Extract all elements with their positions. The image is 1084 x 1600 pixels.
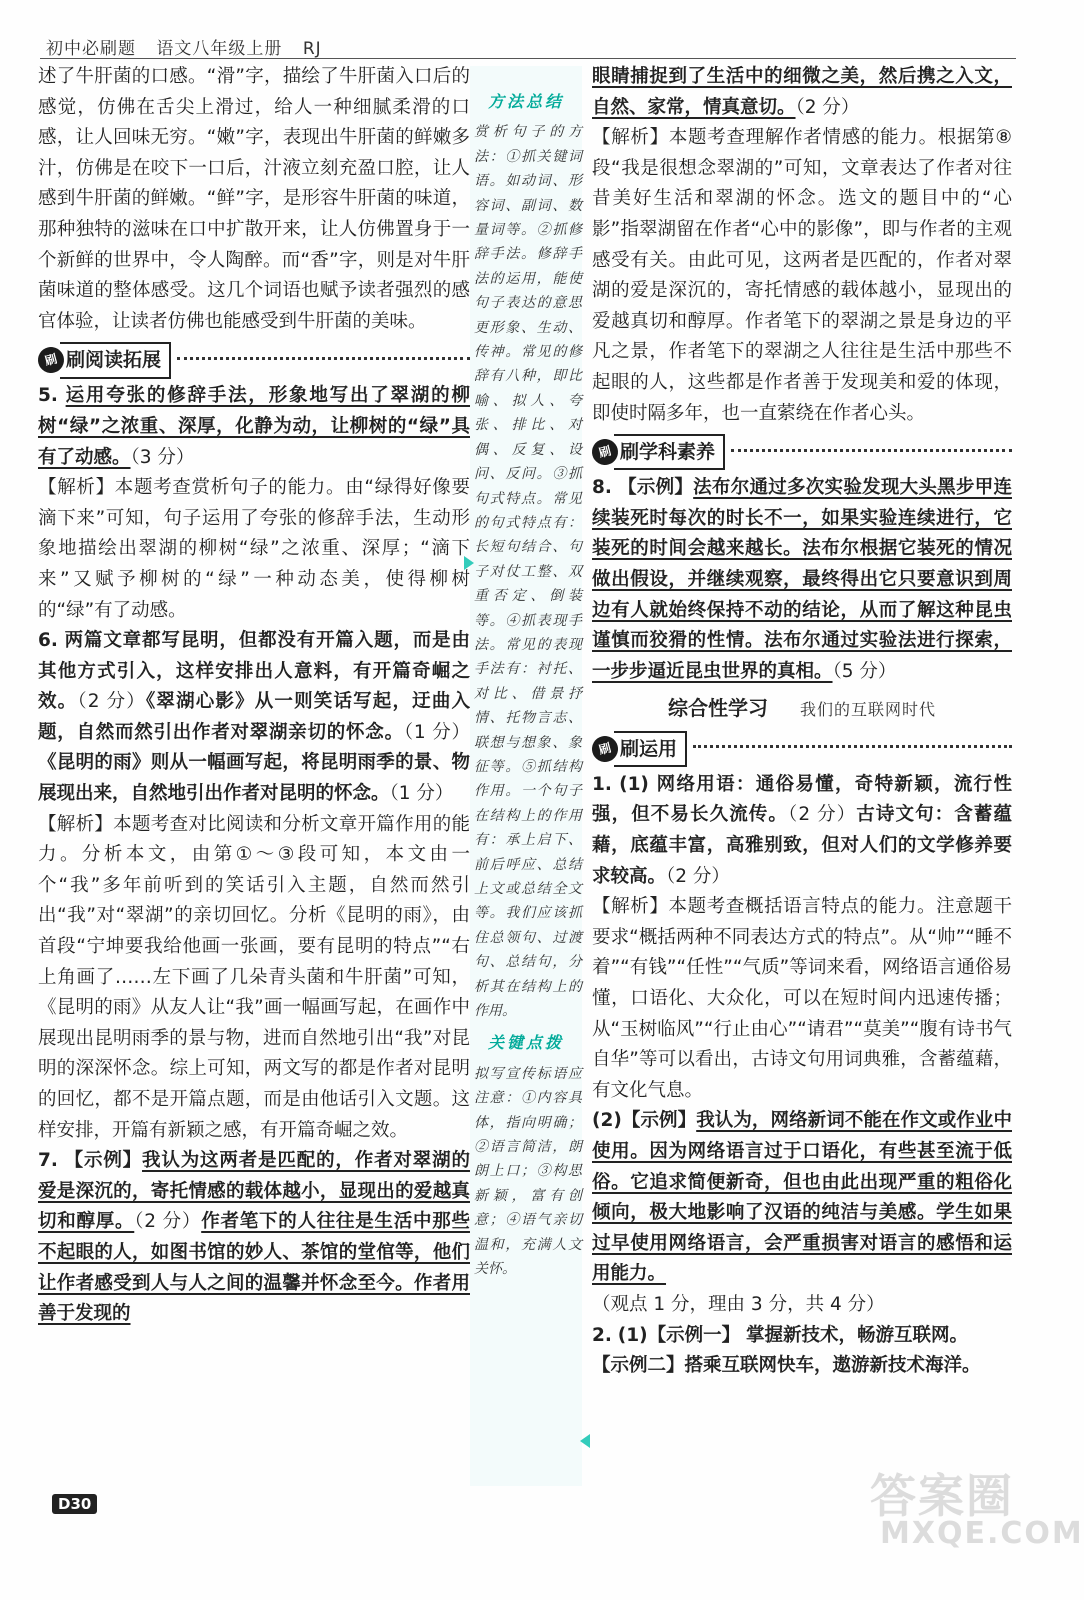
q4-analysis-tail: 述了牛肝菌的口感。“滑”字，描绘了牛肝菌入口后的感觉，仿佛在舌尖上滑过，给人一种细腻柔滑的口感，让人回味无穷。“嫩”字，表现出牛肝菌的鲜嫩多汁，仿佛是在咬下一口后，汁液立刻充盈口腔，让人感到牛肝菌的鲜嫩。“鲜”字，是形容牛肝菌的味道，那种独特的滋味在口中扩散开来，让人仿佛置身于一个新鲜的世界中，令人陶醉。而“香”字，则是对牛肝菌味道的整体感受。这几个词语也赋予读者强烈的感官体验，让读者仿佛也能感受到牛肝菌的美味。 [38,66,470,332]
q7-answer-b: 作者笔下的人往往是生活中那些不起眼的人，如图书馆的妙人、茶馆的堂倌等，他们让作者感受到人与人之间的温馨并怀念至今。作者用善于发现的 [38,1211,470,1325]
left-column [38,62,470,1330]
key-tip-title: 关键点拨 [488,1033,565,1053]
method-summary-body: 赏析句子的方法：①抓关键词语。如动词、形容词、副词、数量词等。②抓修辞手法。修辞手法的运用，能使句子表达的意思更形象、生动、传神。常见的修辞有八种，即比喻、拟人、夸张、排比、对偶、反复、设问、反问。③抓句式特点。常见的句式特点有：长短句结合、句子对仗工整、双重否定、倒装等。④抓表现手法。常见的表现手法有：衬托、对比、借景抒情、托物言志、联想与想象、象征等。⑤抓结构作用。一个句子在结构上的作用有：承上启下、前后呼应、总结上文或总结全文等。我们应该抓住总领句、过渡句、总结句，分析其在结构上的作用。 [474,124,582,1020]
q6-answer-a: 两篇文章都写昆明，但都没有开篇入题，而是由其他方式引入，这样安排出人意料，有开篇奇崛之效。 [38,630,470,713]
section-title: 刷运用 [614,731,687,768]
method-summary-title: 方法总结 [488,92,565,111]
dotted-rule [177,357,470,360]
section-application [592,732,1012,766]
q8-answer [592,473,1012,687]
q6-answer-c: 《昆明的雨》则从一幅画写起，将昆明雨季的景、物展现出来，自然地引出作者对昆明的怀念。 [38,752,470,805]
page-number: D30 [52,1494,97,1514]
q1-answer [592,770,1012,892]
q1-part2-label: (2)【示例】 [592,1110,697,1132]
study-title: 综合性学习 [668,696,769,721]
book-title: 初中必刷题 [46,39,136,59]
right-column [592,62,1012,1382]
method-sidebar [474,88,582,1282]
q5-score: （3 分） [130,446,195,468]
page-header [46,34,336,59]
dotted-rule [731,449,1012,452]
q2-answer-2 [592,1351,1012,1382]
q6-analysis: 【解析】本题考查对比阅读和分析文章开篇作用的能力。分析本文，由第①～③段可知，本文由一个“我”多年前听到的笑话引入主题，自然而然引出“我”对“翠湖”的亲切回忆。分析《昆明的雨》，由首段“宁坤要我给他画一张画，要有昆明的特点”“右上角画了……左下画了几朵青头菌和牛肝菌”可知，《昆明的雨》从友人让“我”画一幅画写起，在画作中展现出昆明雨季的景与物，进而自然地引出“我”对昆明的深深怀念。综上可知，两文写的都是作者对昆明的回忆，都不是开篇点题，而是由他话引入文题。这样安排，开篇有新颖之感，有开篇奇崛之效。 [38,813,470,1141]
q5-answer-text: 运用夸张的修辞手法，形象地写出了翠湖的柳树“绿”之浓重、深厚，化静为动，让柳树的“绿”具有了动感。 [38,385,470,468]
q2-label-a: (1)【示例一】 [617,1324,741,1346]
q7-example-label: 【示例】 [64,1150,143,1172]
q5-answer [38,381,470,473]
q7-answer-a: 我认为这两者是匹配的，作者对翠湖的爱是深沉的，寄托情感的载体越小，显现出的爱越真切和醇厚。 [38,1150,470,1233]
comprehensive-study-heading [592,693,1012,726]
q7-number: 7. [38,1150,58,1172]
key-tip-body: 拟写宣传标语应注意：①内容具体，指向明确；②语言简洁，朗朗上口；③构思新颖，富有创意；④语气亲切温和，充满人文关怀。 [474,1065,582,1278]
q5-analysis: 【解析】本题考查赏析句子的能力。由“绿得好像要滴下来”可知，句子运用了夸张的修辞手法，生动形象地描绘出翠湖的柳树“绿”之浓重、深厚；“滴下来”又赋予柳树的“绿”一种动态美，使得柳树的“绿”有了动感。 [38,477,470,621]
q6-answer-b: 《翠湖心影》从一则笑话写起，迂曲入题，自然而然引出作者对翠湖亲切的怀念。 [38,691,470,743]
q7-answer [38,1146,470,1330]
q1-answer-a: (1) 网络用语：通俗易懂，奇特新颖，流行性强，但不易长久流传。 [592,773,1012,826]
q7-analysis: 【解析】本题考查理解作者情感的能力。根据第⑧段“我是很想念翠湖的”可知，文章表达了作者对往昔美好生活和翠湖的怀念。选文的题目中的“心影”指翠湖留在作者“心中的影像”，即与作者的主观感受有关。由此可见，这两者是匹配的，作者对翠湖的爱是深沉的，寄托情感的载体越小，显现出的爱越真切和醇厚。作者笔下的翠湖之景是身边的平凡之景，作者笔下的翠湖之人往往是生活中那些不起眼的人，这些都是作者善于发现美和爱的体现，即使时隔多年，也一直萦绕在作者心头。 [592,127,1012,424]
q8-number: 8. [592,477,612,499]
watermark-url: MXQE.COM [880,1516,1084,1551]
q1-part2-text: 我认为，网络新词不能在作文或作业中使用。因为网络语言过于口语化，有些甚至流于低俗。它追求简便新奇，但也由此出现严重的粗俗化倾向，极大地影响了汉语的纯洁与美感。学生如果过早使用网络语言，会严重损害对语言的感悟和运用能力。 [592,1110,1012,1285]
section-title: 刷学科素养 [614,434,725,471]
q7-score-a: （2 分） [134,1211,202,1233]
q2-number: 2. [592,1324,612,1346]
q8-example-label: 【示例】 [618,477,694,499]
section-badge-icon: 刷 [35,344,67,376]
q2-answer [592,1321,1012,1352]
watermark: 答案圈 [870,1469,1014,1523]
q6-score-b: （1 分） [403,721,470,743]
q6-score-a: （2 分） [77,691,146,713]
q7-answer-cont [592,62,1012,123]
edition-label: RJ [302,39,322,59]
section-reading-extension [38,343,470,377]
q5-number: 5. [38,385,58,407]
q6-number: 6. [38,630,58,652]
q2-answer-a: 掌握新技术，畅游互联网。 [745,1324,968,1346]
pointer-arrow-icon [464,556,474,570]
pointer-arrow-icon [580,1434,590,1448]
dotted-rule [693,745,1012,748]
q1-score-a: （2 分） [787,804,857,826]
q7-score-c: （2 分） [795,96,860,118]
q1-part2-answer [592,1106,1012,1290]
section-badge-icon: 刷 [589,733,621,765]
q2-answer-b: 搭乘互联网快车，遨游新技术海洋。 [684,1355,981,1377]
study-subtitle: 我们的互联网时代 [799,700,936,720]
section-badge-icon: 刷 [589,436,621,468]
section-title: 刷阅读拓展 [60,342,171,379]
q1-score-b: （2 分） [666,865,730,887]
q1-analysis: 【解析】本题考查概括语言特点的能力。注意题干要求“概括两种不同表达方式的特点”。从“帅”“睡不着”“有钱”“任性”“气质”等词来看，网络语言通俗易懂，口语化、大众化，可以在短时间内迅速传播；从“玉树临风”“行止由心”“请君”“莫美”“腹有诗书气自华”等可以看出，古诗文句用词典雅，含蓄蕴藉，有文化气息。 [592,896,1012,1101]
q1-answer-b: 古诗文句：含蓄蕴藉，底蕴丰富，高雅别致，但对人们的文学修养要求较高。 [592,804,1012,887]
q1-part2-score: （观点 1 分，理由 3 分，共 4 分） [592,1293,885,1315]
section-subject-literacy [592,435,1012,469]
q6-score-c: （1 分） [389,783,454,805]
q2-label-b: 【示例二】 [592,1355,685,1377]
q8-answer-text: 法布尔通过多次实验发现大头黑步甲连续装死时每次的时长不一，如果实验连续进行，它装死的时间会越来越长。法布尔根据它装死的情况做出假设，并继续观察，最终得出它只要意识到周边有人就始终保持不动的结论，从而了解这种昆虫谨慎而狡猾的性情。法布尔通过实验法进行探索，一步步逼近昆虫世界的真相。 [592,477,1012,682]
q1-number: 1. [592,773,612,795]
q6-answer [38,626,470,810]
header-divider [40,58,1016,59]
q7-answer-c: 眼睛捕捉到了生活中的细微之美，然后携之入文，自然、家常，情真意切。 [592,66,1012,118]
q8-score: （5 分） [832,660,897,682]
subject-title: 语文八年级上册 [156,39,283,59]
